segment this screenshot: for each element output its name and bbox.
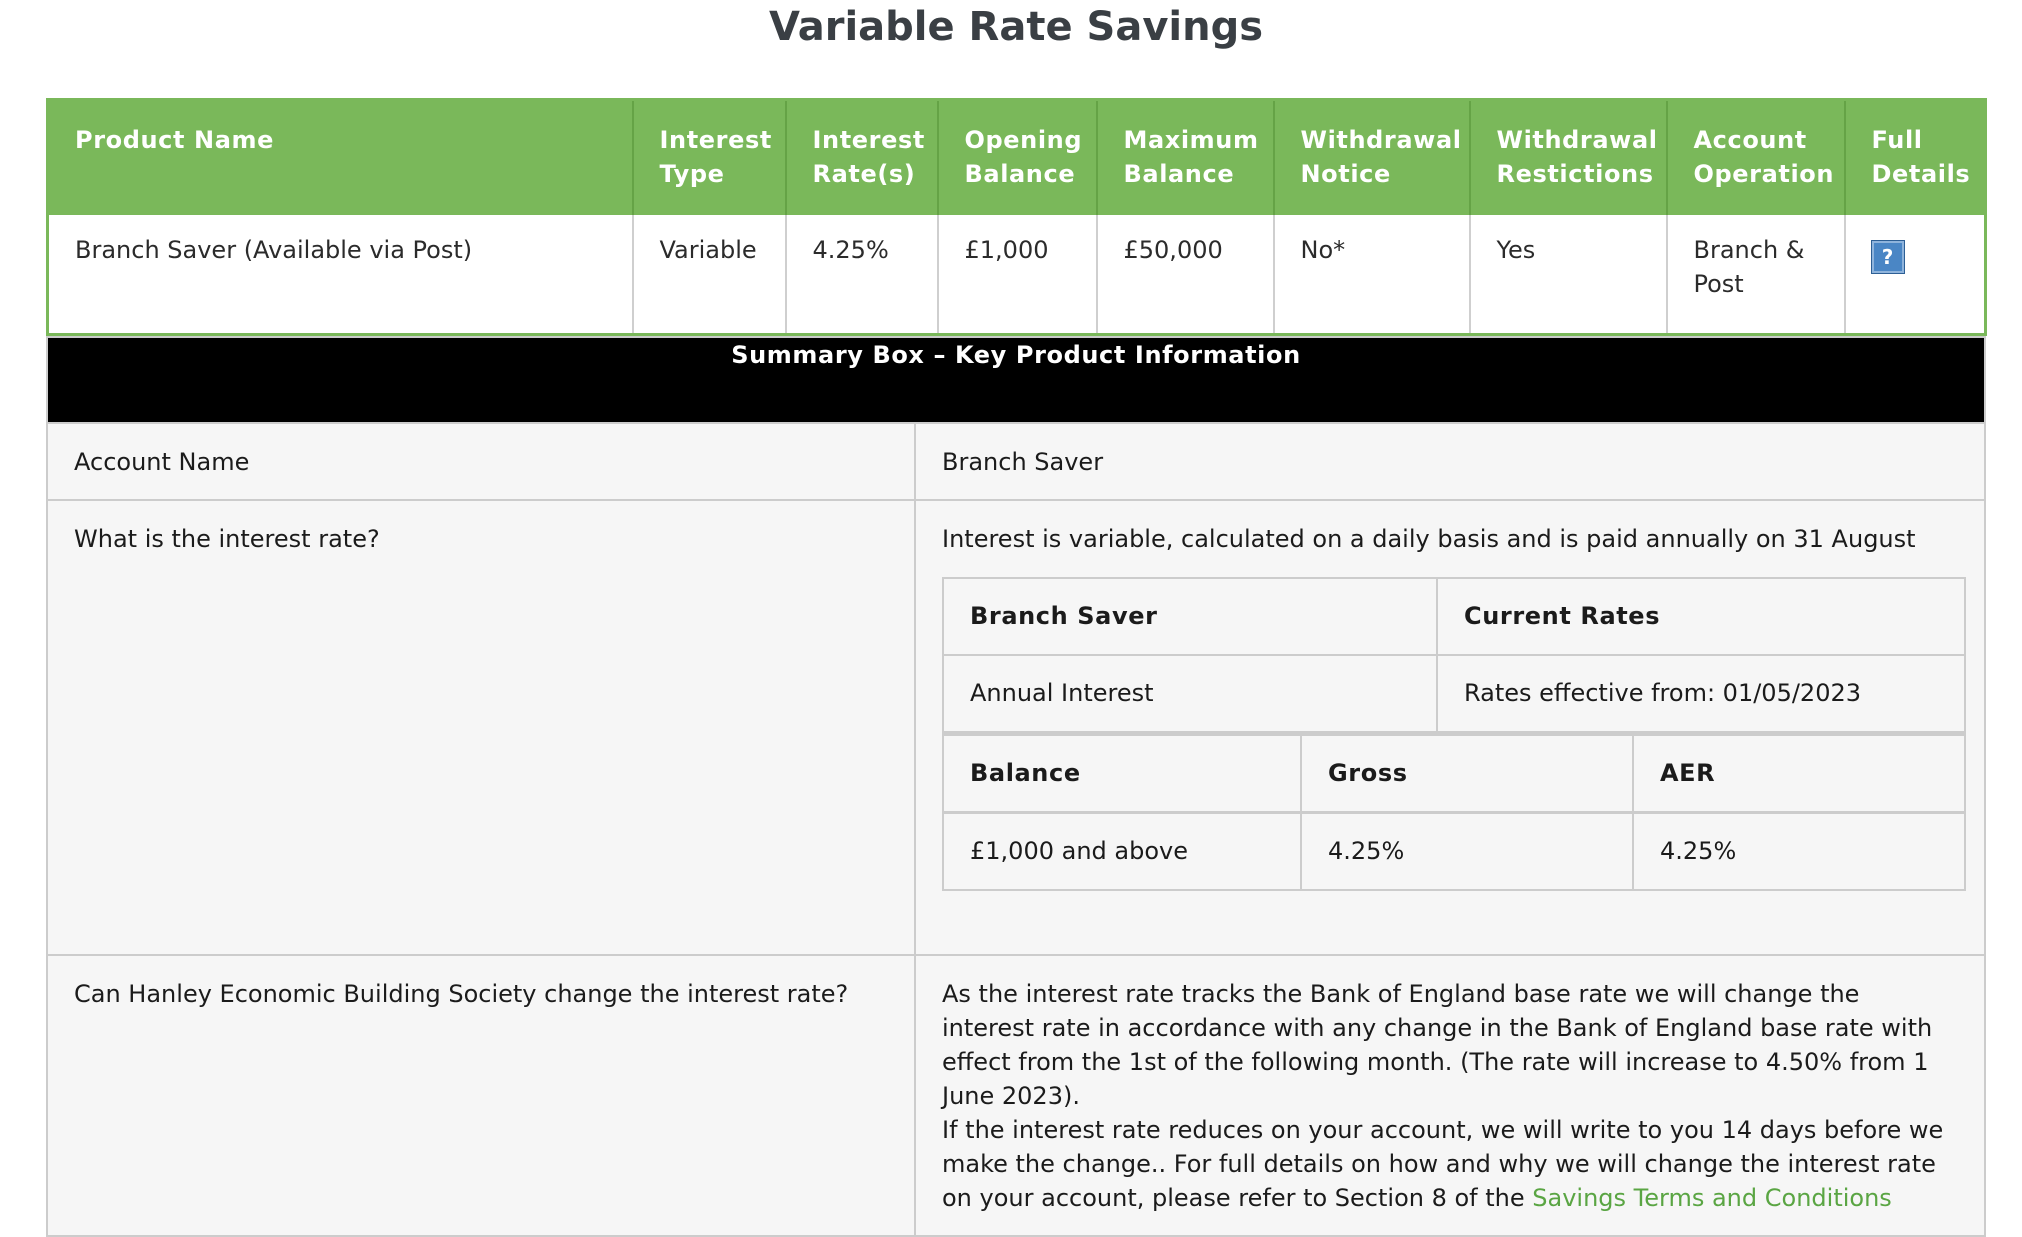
rates-current-heading: Current Rates: [1437, 578, 1965, 655]
table-row: [943, 813, 1965, 891]
header-opening-balance: Opening Balance: [938, 100, 1097, 216]
rate-change-label: Can Hanley Economic Building Society change the interest rate?: [47, 955, 915, 1236]
rate-change-text-2: [942, 1113, 1958, 1215]
cell-account-operation: Branch & Post: [1667, 215, 1845, 335]
terms-link[interactable]: Savings Terms and Conditions: [1532, 1184, 1892, 1212]
table-row: [48, 215, 1986, 335]
cell-withdrawal-notice: No*: [1274, 215, 1470, 335]
cell-interest-rate: 4.25%: [786, 215, 938, 335]
interest-rate-details: [915, 500, 1985, 955]
cell-maximum-balance: £50,000: [1097, 215, 1274, 335]
interest-rate-label: What is the interest rate?: [47, 500, 915, 955]
cell-opening-balance: £1,000: [938, 215, 1097, 335]
rate-change-text-2-body: If the interest rate reduces on your account, we will write to you 14 days before we make the change.. For full details on how and why we will change the interest rate on your account, please refer to Section 8 of the: [942, 1116, 1944, 1212]
full-details-help-icon[interactable]: ?: [1872, 241, 1904, 273]
summary-row-interest-rate: [47, 500, 1985, 955]
cell-full-details: [1845, 215, 1986, 335]
rates-col-aer: AER: [1633, 735, 1965, 813]
cell-interest-type: Variable: [633, 215, 786, 335]
account-name-value: Branch Saver: [915, 423, 1985, 500]
summary-banner: Summary Box – Key Product Information: [47, 337, 1985, 423]
summary-box: [46, 336, 1986, 1237]
rate-change-text-1: As the interest rate tracks the Bank of England base rate we will change the interest rate in accordance with any change in the Bank of England base rate with effect from the 1st of the following month. (The rate will increase to 4.50% from 1 June 2023).: [942, 980, 1933, 1110]
product-table: [46, 98, 1987, 336]
header-maximum-balance: Maximum Balance: [1097, 100, 1274, 216]
account-name-label: Account Name: [47, 423, 915, 500]
header-account-operation: Account Operation: [1667, 100, 1845, 216]
header-withdrawal-restrictions: Withdrawal Restictions: [1470, 100, 1667, 216]
rates-table-bottom: [942, 733, 1966, 891]
header-full-details: Full Details: [1845, 100, 1986, 216]
product-table-header-row: [48, 100, 1986, 216]
content-area: [46, 98, 1984, 1237]
header-interest-rates: Interest Rate(s): [786, 100, 938, 216]
rates-col-balance: Balance: [943, 735, 1301, 813]
rates-effective-date: Rates effective from: 01/05/2023: [1437, 655, 1965, 732]
summary-row-account-name: [47, 423, 1985, 500]
rates-col-gross: Gross: [1301, 735, 1633, 813]
rates-product-heading: Branch Saver: [943, 578, 1437, 655]
rate-change-details: [915, 955, 1985, 1236]
header-withdrawal-notice: Withdrawal Notice: [1274, 100, 1470, 216]
rates-row-balance: £1,000 and above: [943, 813, 1301, 891]
rates-row-gross: 4.25%: [1301, 813, 1633, 891]
cell-withdrawal-restrictions: Yes: [1470, 215, 1667, 335]
header-interest-type: Interest Type: [633, 100, 786, 216]
header-product-name: Product Name: [48, 100, 633, 216]
summary-row-rate-change: [47, 955, 1985, 1236]
rates-table-top: [942, 577, 1966, 733]
page-title: Variable Rate Savings: [768, 4, 1264, 50]
rates-annual-interest: Annual Interest: [943, 655, 1437, 732]
rates-row-aer: 4.25%: [1633, 813, 1965, 891]
cell-product-name: Branch Saver (Available via Post): [48, 215, 633, 335]
interest-rate-intro: Interest is variable, calculated on a daily basis and is paid annually on 31 August: [942, 525, 1916, 553]
